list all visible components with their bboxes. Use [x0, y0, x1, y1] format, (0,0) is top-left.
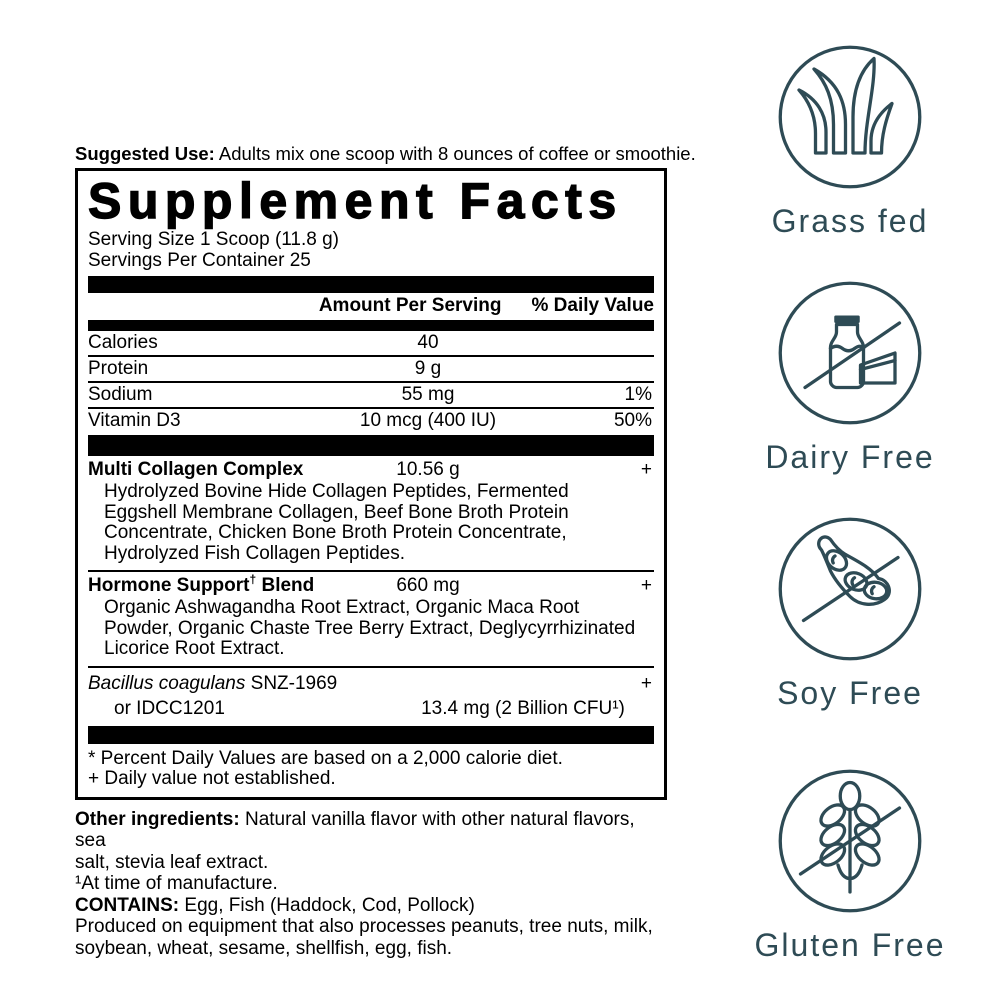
probiotic-subrow: [88, 695, 654, 721]
badge-gluten-free: [755, 766, 946, 962]
serving-size: Serving Size 1 Scoop (11.8 g): [88, 229, 340, 250]
probiotic-amount: 13.4 mg (2 Billion CFU¹): [421, 697, 625, 719]
nutrient-name: Sodium: [88, 384, 153, 405]
blend-row: [88, 572, 654, 598]
nutrient-dv: 50%: [613, 410, 652, 431]
divider-bar: [88, 726, 654, 744]
blend-amount: 10.56 g: [396, 459, 460, 480]
badge-soy-free: [775, 514, 925, 710]
nutrient-row-vitamin-d3: [88, 409, 654, 433]
dairy-free-icon: [775, 278, 925, 428]
footnotes: [88, 744, 654, 789]
blend-ingredients-line: Concentrate, Chicken Bone Broth Protein Concentrate,: [104, 522, 567, 543]
blend-ingredients-line: Organic Ashwagandha Root Extract, Organic Maca Root: [104, 597, 580, 618]
other-ingredients-label: Other ingredients:: [75, 808, 240, 830]
label-column: [75, 143, 696, 959]
blend-ingredients-line: Eggshell Membrane Collagen, Beef Bone Broth Protein: [104, 501, 569, 523]
contains-statement: CONTAINS: Egg, Fish (Haddock, Cod, Pollock): [75, 894, 475, 916]
divider-bar: [88, 435, 654, 456]
blend-multi-collagen: [88, 456, 654, 572]
probiotic-name-rest: SNZ-1969: [245, 672, 338, 694]
blend-name: Hormone Support† Blend: [88, 572, 315, 596]
nutrient-name: Vitamin D3: [88, 410, 181, 431]
blend-name: Multi Collagen Complex: [88, 459, 304, 480]
divider-bar: [88, 276, 654, 293]
equipment-note-line1: Produced on equipment that also processes peanuts, tree nuts, milk,: [75, 916, 653, 937]
nutrient-name: Calories: [88, 332, 158, 353]
equipment-note-line2: soybean, wheat, sesame, shellfish, egg, fish.: [75, 937, 453, 959]
blend-ingredients-line: Hydrolyzed Bovine Hide Collagen Peptides, Fermented: [104, 481, 569, 502]
badge-column: [730, 42, 970, 1002]
other-ingredients-line2: salt, stevia leaf extract.: [75, 851, 269, 873]
badge-label: Soy Free: [777, 675, 923, 711]
suggested-use-body: Adults mix one scoop with 8 ounces of coffee or smoothie.: [214, 143, 696, 164]
footnote-plus: + Daily value not established.: [88, 767, 336, 789]
blend-dv: +: [640, 459, 652, 480]
nutrient-amount: 9 g: [414, 358, 442, 379]
badge-label: Gluten Free: [754, 927, 946, 963]
probiotic-dv: +: [640, 672, 652, 694]
other-information: [75, 809, 667, 960]
gluten-free-icon: [775, 766, 925, 916]
badge-grass-fed: [772, 42, 929, 238]
nutrient-row-protein: [88, 357, 654, 383]
table-header: [88, 293, 654, 320]
nutrient-row-sodium: [88, 383, 654, 409]
column-header-dv: % Daily Value: [531, 295, 654, 316]
probiotic-section: [88, 668, 654, 726]
contains-label: CONTAINS:: [75, 894, 180, 916]
nutrient-dv: 1%: [624, 384, 652, 405]
nutrient-amount: 55 mg: [401, 384, 455, 405]
badge-label: Dairy Free: [765, 439, 935, 475]
blend-ingredients-line: Hydrolyzed Fish Collagen Peptides.: [104, 542, 405, 564]
probiotic-strain-alt: or IDCC1201: [114, 697, 225, 719]
blend-ingredients-line: Licorice Root Extract.: [104, 638, 285, 659]
suggested-use-label: Suggested Use:: [75, 143, 215, 164]
probiotic-name-italic: Bacillus coagulans: [88, 672, 246, 694]
footnote-asterisk: * Percent Daily Values are based on a 2,000 calorie diet.: [88, 747, 563, 769]
badge-label: Grass fed: [771, 203, 929, 239]
panel-title: Supplement Facts: [88, 173, 623, 229]
nutrient-amount: 40: [417, 332, 439, 353]
supplement-facts-panel: [75, 168, 667, 800]
blend-amount: 660 mg: [396, 575, 460, 596]
badge-dairy-free: [765, 278, 934, 474]
blend-dv: +: [640, 575, 652, 596]
blend-ingredients-line: Powder, Organic Chaste Tree Berry Extract, Deglycyrrhizinated: [104, 617, 636, 639]
nutrient-name: Protein: [88, 358, 149, 379]
blend-row: [88, 456, 654, 482]
suggested-use-text: [75, 143, 696, 164]
nutrient-amount: 10 mcg (400 IU): [359, 410, 497, 431]
nutrient-row-calories: [88, 331, 654, 357]
divider-bar: [88, 320, 654, 331]
blend-hormone-support: [88, 572, 654, 668]
column-header-amount: Amount Per Serving: [318, 295, 502, 316]
manufacture-note: ¹At time of manufacture.: [75, 873, 278, 894]
servings-per-container: Servings Per Container 25: [88, 250, 311, 271]
soy-free-icon: [775, 514, 925, 664]
probiotic-row: [88, 670, 654, 695]
grass-icon: [775, 42, 925, 192]
other-ingredients-line1: Other ingredients: Natural vanilla flavor with other natural flavors, sea: [75, 808, 635, 851]
